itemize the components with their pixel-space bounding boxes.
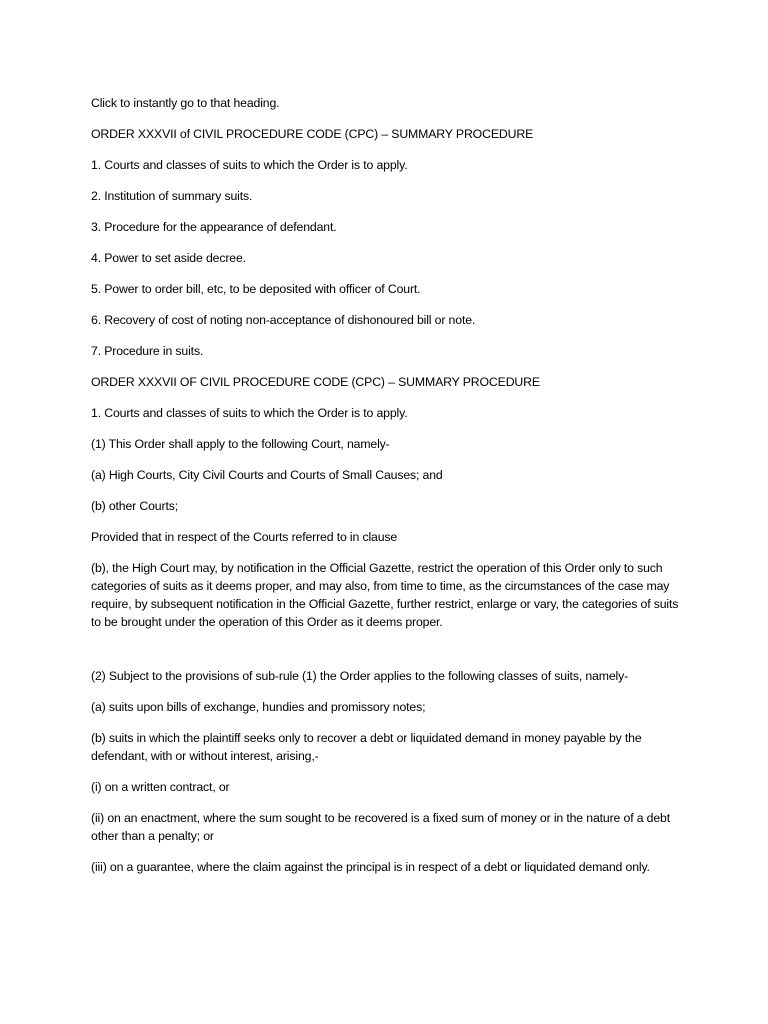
toc-link-4[interactable]: 4. Power to set aside decree. bbox=[91, 251, 246, 265]
rule-2-subclause-iii: (iii) on a guarantee, where the claim against the principal is in respect of a debt or liquidated demand only. bbox=[91, 860, 650, 874]
rule-1-text: (1) This Order shall apply to the following Court, namely- bbox=[91, 437, 390, 451]
section-1-heading: 1. Courts and classes of suits to which the Order is to apply. bbox=[91, 406, 408, 420]
toc-link-5[interactable]: 5. Power to order bill, etc, to be deposited with officer of Court. bbox=[91, 282, 421, 296]
intro-text: Click to instantly go to that heading. bbox=[91, 96, 280, 110]
proviso-continuation: (b), the High Court may, by notification in the Official Gazette, restrict the operation of this Order only to such categories of suits as it deems proper, and may also, from time to time, as the circumstances of the case may require, by subsequent notification in the Official Gazette, further restrict, enlarge or vary, the categories of suits to be brought under the operation of this Order as it deems proper. bbox=[91, 561, 679, 629]
rule-1-clause-a: (a) High Courts, City Civil Courts and Courts of Small Causes; and bbox=[91, 468, 443, 482]
rule-2-clause-b: (b) suits in which the plaintiff seeks only to recover a debt or liquidated demand in money payable by the defendant, with or without interest, arising,- bbox=[91, 731, 642, 763]
toc-title: ORDER XXXVII of CIVIL PROCEDURE CODE (CPC) – SUMMARY PROCEDURE bbox=[91, 127, 534, 141]
rule-2-subclause-ii: (ii) on an enactment, where the sum sought to be recovered is a fixed sum of money or in the nature of a debt other than a penalty; or bbox=[91, 811, 671, 843]
body-title: ORDER XXXVII OF CIVIL PROCEDURE CODE (CPC) – SUMMARY PROCEDURE bbox=[91, 375, 540, 389]
rule-1-clause-b: (b) other Courts; bbox=[91, 499, 178, 513]
toc-link-1[interactable]: 1. Courts and classes of suits to which the Order is to apply. bbox=[91, 158, 408, 172]
document-page bbox=[91, 94, 691, 889]
rule-2-subclause-i: (i) on a written contract, or bbox=[91, 780, 230, 794]
toc-link-7[interactable]: 7. Procedure in suits. bbox=[91, 344, 204, 358]
rule-2-text: (2) Subject to the provisions of sub-rule (1) the Order applies to the following classes of suits, namely- bbox=[91, 669, 629, 683]
toc-link-3[interactable]: 3. Procedure for the appearance of defendant. bbox=[91, 220, 337, 234]
toc-link-2[interactable]: 2. Institution of summary suits. bbox=[91, 189, 253, 203]
toc-link-6[interactable]: 6. Recovery of cost of noting non-acceptance of dishonoured bill or note. bbox=[91, 313, 476, 327]
rule-2-clause-a: (a) suits upon bills of exchange, hundies and promissory notes; bbox=[91, 700, 426, 714]
proviso-text: Provided that in respect of the Courts referred to in clause bbox=[91, 530, 398, 544]
